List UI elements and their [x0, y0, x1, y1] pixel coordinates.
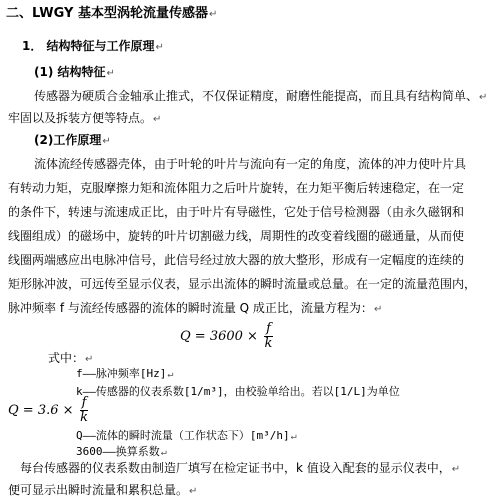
paragraph-line: 脉冲频率 f 与流经传感器的流体的瞬时流量 Q 成正比，流量方程为：↵: [8, 301, 383, 315]
definition-f: f——脉冲频率[Hz]↵: [76, 367, 174, 380]
paragraph-line: 每台传感器的仪表系数由制造厂填写在检定证书中，k 值设入配套的显示仪表中，↵: [20, 461, 461, 475]
fraction: $\frac{f}{k}$: [264, 321, 273, 351]
paragraph-line: 的条件下，转速与流速成正比，由于叶片有导磁性，它处于信号检测器（由永久磁钢和: [8, 205, 465, 219]
where-label: 式中：↵: [48, 351, 94, 365]
definition-k: k——传感器的仪表系数[1/m³]，由校验单给出。若以[1/L]为单位: [76, 385, 400, 398]
paragraph-line: 线圈两端感应出电脉冲信号，此信号经过放大器的放大整形，形成有一定幅度的连续的: [8, 253, 465, 267]
paragraph-line: 矩形脉冲波，可远传至显示仪表，显示出流体的瞬时流量或总量。在一定的流量范围内，: [8, 277, 477, 291]
fraction: $\frac{f}{k}$: [80, 395, 88, 425]
subsection-title-structure: (1) 结构特征↵: [34, 65, 115, 79]
paragraph-line: 便可显示出瞬时流量和累积总量。↵: [8, 483, 198, 497]
flow-equation: Q = 3600 × $\frac{f}{k}$: [180, 321, 273, 351]
document-heading: 二、LWGY 基本型涡轮流量传感器↵: [6, 6, 218, 21]
flow-equation-liters: Q = 3.6 × $\frac{f}{k}$: [8, 395, 88, 425]
paragraph-line: 有转动力矩，克服摩擦力矩和流体阻力之后叶片旋转，在力矩平衡后转速稳定，在一定: [8, 181, 465, 195]
paragraph-line: 流体流经传感器壳体，由于叶轮的叶片与流向有一定的角度，流体的冲力使叶片具: [34, 157, 467, 171]
definition-q: Q——流体的瞬时流量（工作状态下）[m³/h]↵: [76, 429, 297, 442]
paragraph-line: 传感器为硬质合金轴承止推式，不仅保证精度，耐磨性能提高，而且具有结构简单、↵: [34, 89, 488, 103]
subsection-title-principle: (2)工作原理↵: [34, 133, 111, 147]
paragraph-line: 牢固以及拆装方便等特点。↵: [8, 111, 162, 125]
definition-3600: 3600——换算系数↵: [76, 445, 167, 458]
paragraph-line: 线圈组成）的磁场中，旋转的叶片切割磁力线，周期性的改变着线圈的磁通量，从而使: [8, 229, 465, 243]
section-title-structure-and-principle: 1． 结构特征与工作原理↵: [22, 39, 164, 53]
